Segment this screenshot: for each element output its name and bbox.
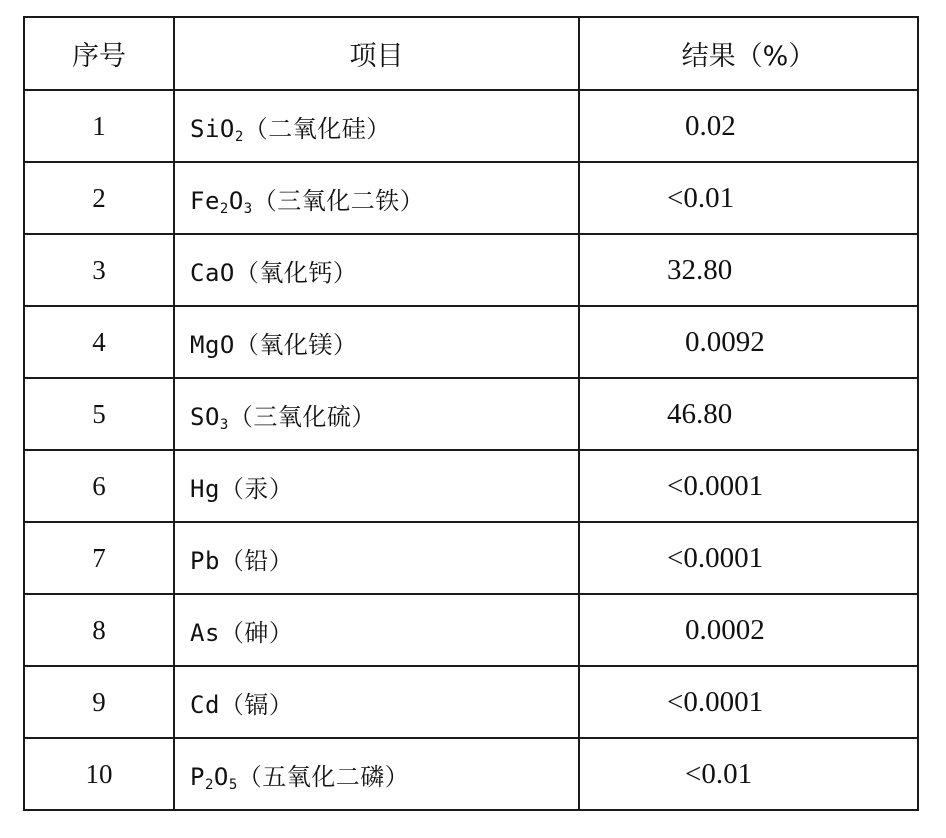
item-chinese-name: （汞）	[219, 474, 294, 503]
formula-element: Pb	[190, 546, 220, 575]
row-index: 2	[24, 162, 174, 234]
item-formula	[190, 331, 235, 359]
item-formula	[190, 259, 235, 287]
formula-element: CaO	[190, 258, 235, 287]
formula-element: P	[190, 762, 205, 791]
header-row	[24, 17, 918, 90]
row-result	[579, 306, 918, 378]
row-item	[174, 522, 579, 594]
row-index: 6	[24, 450, 174, 522]
formula-element: SO	[190, 402, 220, 431]
table-row	[24, 162, 918, 234]
table-row	[24, 90, 918, 162]
row-index: 9	[24, 666, 174, 738]
item-formula	[190, 691, 220, 719]
row-item	[174, 306, 579, 378]
row-index: 5	[24, 378, 174, 450]
item-formula	[190, 475, 220, 503]
table-header	[24, 17, 918, 90]
result-value: <0.01	[685, 757, 753, 790]
result-value: <0.0001	[667, 469, 764, 502]
row-index: 1	[24, 90, 174, 162]
row-item	[174, 450, 579, 522]
formula-element: Hg	[190, 474, 220, 503]
item-chinese-name: （镉）	[219, 690, 294, 719]
table-row	[24, 666, 918, 738]
row-index: 10	[24, 738, 174, 810]
result-value: <0.01	[667, 181, 735, 214]
formula-element: O	[219, 114, 235, 143]
item-formula	[190, 403, 229, 431]
item-chinese-name: （砷）	[219, 618, 294, 647]
item-chinese-name: （二氧化硅）	[243, 114, 391, 143]
row-result	[579, 738, 918, 810]
formula-element: O	[228, 186, 244, 215]
row-index: 3	[24, 234, 174, 306]
row-index: 4	[24, 306, 174, 378]
row-result	[579, 666, 918, 738]
table-body	[24, 90, 918, 810]
row-item	[174, 234, 579, 306]
table-row	[24, 306, 918, 378]
item-chinese-name: （三氧化硫）	[228, 402, 376, 431]
item-chinese-name: （三氧化二铁）	[252, 186, 425, 215]
row-item	[174, 90, 579, 162]
row-index: 8	[24, 594, 174, 666]
row-result	[579, 594, 918, 666]
row-result	[579, 90, 918, 162]
row-item	[174, 162, 579, 234]
item-formula	[190, 763, 238, 791]
result-value: 0.0002	[685, 613, 765, 646]
table-row	[24, 738, 918, 810]
row-result	[579, 450, 918, 522]
row-result	[579, 378, 918, 450]
row-result	[579, 522, 918, 594]
header-result: 结果（%）	[579, 17, 918, 90]
results-table	[23, 16, 919, 811]
result-value: 32.80	[667, 253, 733, 286]
row-result	[579, 162, 918, 234]
item-formula	[190, 187, 253, 215]
header-item: 项目	[174, 17, 579, 90]
result-value: 46.80	[667, 397, 733, 430]
table-row	[24, 378, 918, 450]
item-chinese-name: （铅）	[219, 546, 294, 575]
result-value: <0.0001	[667, 541, 764, 574]
result-value: 0.0092	[685, 325, 765, 358]
table-row	[24, 522, 918, 594]
formula-element: As	[190, 618, 220, 647]
formula-subscript: 2	[219, 200, 229, 217]
table-row	[24, 450, 918, 522]
item-formula	[190, 547, 220, 575]
item-formula	[190, 619, 220, 647]
result-value: <0.0001	[667, 685, 764, 718]
formula-element: MgO	[190, 330, 235, 359]
item-formula	[190, 115, 244, 143]
formula-subscript: 2	[234, 128, 244, 145]
formula-element: Cd	[190, 690, 220, 719]
formula-subscript: 2	[204, 776, 214, 793]
row-index: 7	[24, 522, 174, 594]
formula-element: O	[213, 762, 229, 791]
formula-element: Si	[190, 114, 220, 143]
result-value: 0.02	[685, 109, 736, 142]
header-index: 序号	[24, 17, 174, 90]
row-item	[174, 594, 579, 666]
formula-element: Fe	[190, 186, 220, 215]
item-chinese-name: （五氧化二磷）	[237, 762, 410, 791]
table-row	[24, 594, 918, 666]
row-item	[174, 378, 579, 450]
row-item	[174, 666, 579, 738]
row-item	[174, 738, 579, 810]
item-chinese-name: （氧化钙）	[234, 258, 358, 287]
table-row	[24, 234, 918, 306]
formula-subscript: 3	[243, 200, 253, 217]
row-result	[579, 234, 918, 306]
formula-subscript: 3	[219, 416, 229, 433]
formula-subscript: 5	[228, 776, 238, 793]
item-chinese-name: （氧化镁）	[234, 330, 358, 359]
